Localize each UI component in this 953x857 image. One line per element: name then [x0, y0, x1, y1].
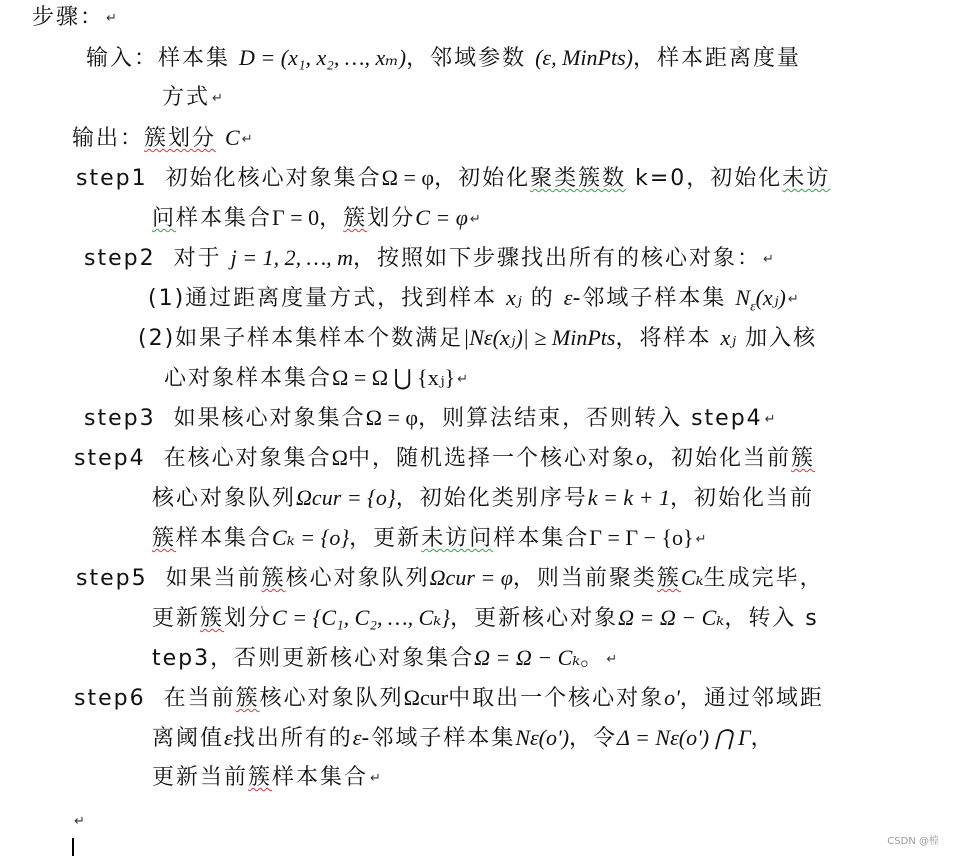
- text: 生成完毕，: [703, 566, 824, 591]
- text: -邻域子样本集: [572, 286, 727, 311]
- text: 簇: [152, 526, 177, 551]
- text: 找出所有的: [232, 726, 353, 751]
- text: 问: [152, 206, 177, 231]
- text: ，则算法结束，否则转入 step4: [418, 406, 763, 431]
- paragraph-mark: ↵: [606, 652, 618, 667]
- text: ，按照如下步骤找出所有的核心对象：: [353, 246, 762, 271]
- step2-sub-1: [148, 283, 799, 322]
- text: ，则当前聚类: [512, 566, 657, 591]
- paragraph-mark: ↵: [695, 532, 707, 547]
- text: 更新: [152, 606, 201, 631]
- math-var: o': [664, 685, 680, 710]
- paragraph-mark: ↵: [212, 91, 223, 106]
- math-var: D: [239, 45, 255, 70]
- text: ，: [750, 726, 775, 751]
- text: (1)通过距离度量方式，找到样本: [148, 286, 498, 311]
- step4-line-2: [152, 483, 814, 514]
- math-expr: Nε(o'): [515, 725, 570, 750]
- text: 心对象样本集合: [164, 366, 333, 391]
- text: 聚类簇数: [530, 166, 627, 191]
- heading-text: 步骤：: [32, 5, 105, 30]
- step3-line: [84, 403, 776, 435]
- text: 核心对象队列: [285, 566, 430, 591]
- text: ，转入 s: [724, 606, 819, 631]
- input-line-2: [162, 83, 223, 114]
- text: ，: [319, 206, 344, 231]
- math-expr: Ω = φ: [381, 165, 435, 190]
- text: ，初始化当前: [669, 486, 814, 511]
- watermark: CSDN @樘: [887, 836, 939, 847]
- paragraph-mark: ↵: [241, 132, 253, 147]
- text: tep3，否则更新核心对象集合: [152, 646, 475, 671]
- text: 更新当前: [152, 765, 249, 790]
- text: 簇: [656, 566, 681, 591]
- text: 如果当前: [165, 566, 262, 591]
- text: ，邻域参数: [406, 46, 527, 71]
- step1-line-2: [152, 203, 481, 235]
- text: 样本集合: [176, 206, 273, 231]
- math-expr: j = 1, 2, …, m: [230, 245, 354, 270]
- text: 簇: [343, 206, 368, 231]
- step5-line-3: [152, 643, 617, 675]
- input-line-1: [86, 43, 801, 74]
- math-expr: C = {C₁, C₂, …, Cₖ}: [272, 605, 451, 630]
- text: ，更新: [349, 526, 422, 551]
- text: 初始化核心对象集合: [165, 166, 382, 191]
- paragraph-mark: ↵: [469, 212, 481, 227]
- step-label: step5: [76, 566, 148, 591]
- math-expr: Ω = φ: [365, 405, 419, 430]
- text: 核心对象队列: [259, 686, 404, 711]
- output-line: [72, 123, 253, 155]
- output-label: 输出：: [72, 126, 145, 151]
- text: 核心对象队列: [152, 486, 297, 511]
- math-expr: Ω = Ω − Cₖ: [618, 605, 725, 630]
- math-expr: Ω = Ω − Cₖ: [474, 645, 581, 670]
- text: 中取出一个核心对象: [448, 686, 665, 711]
- math-var: xⱼ: [506, 285, 522, 310]
- text: 未访: [782, 166, 831, 191]
- math-expr: k = k + 1: [587, 485, 670, 510]
- text: 样本集合: [176, 526, 273, 551]
- paragraph-mark: ↵: [457, 372, 469, 387]
- text: ，样本距离度量: [632, 46, 801, 71]
- text: 未访问: [421, 526, 494, 551]
- text: ，通过邻域距: [679, 686, 824, 711]
- text: 样本集合: [493, 526, 590, 551]
- paragraph-mark: ↵: [106, 11, 117, 26]
- text: 样本集合: [272, 765, 369, 790]
- math-expr: Ωcur = φ: [429, 565, 513, 590]
- text: 簇: [791, 446, 816, 471]
- math-expr: = (x₁, x₂, …, xₘ): [254, 45, 407, 70]
- step6-line-1: [74, 683, 824, 714]
- text: 簇: [248, 765, 273, 790]
- text: 簇: [200, 606, 225, 631]
- input-label: 输入：: [86, 46, 159, 71]
- step-label: step6: [74, 686, 146, 711]
- step6-line-2: [152, 723, 775, 754]
- math-expr: Ω = Ω ⋃ {xⱼ}: [332, 365, 456, 390]
- text: 。: [580, 646, 605, 671]
- math-expr: Δ = Nε(o') ⋂ Γ: [617, 725, 751, 750]
- math-expr: (xⱼ): [755, 285, 786, 310]
- paragraph-mark: ↵: [763, 252, 774, 267]
- step1-line-1: [76, 163, 830, 194]
- step2-line-1: [84, 243, 774, 275]
- math-var: C: [225, 125, 240, 150]
- text: 加入核: [745, 326, 818, 351]
- step5-line-1: [76, 563, 824, 594]
- math-expr: Γ = 0: [272, 205, 320, 230]
- text: 在核心对象集合: [163, 446, 332, 471]
- text: 划分: [224, 606, 273, 631]
- text: 划分: [367, 206, 416, 231]
- text: -邻域子样本集: [361, 726, 516, 751]
- math-expr: |Nε(xⱼ)| ≥ MinPts: [463, 325, 616, 350]
- math-var: ε: [352, 725, 362, 750]
- paragraph-mark: ↵: [764, 412, 776, 427]
- step5-line-2: [152, 603, 819, 634]
- text: k=0，初始化: [626, 166, 783, 191]
- step-label: step2: [84, 246, 156, 271]
- step2-sub-3: [164, 363, 468, 395]
- text: ，初始化: [434, 166, 531, 191]
- text: 离阈值: [152, 726, 225, 751]
- step-label: step1: [76, 166, 148, 191]
- text: 中，随机选择一个核心对象: [347, 446, 636, 471]
- math-var: xⱼ: [720, 325, 737, 350]
- text: 样本集: [158, 46, 231, 71]
- text: ，更新核心对象: [450, 606, 619, 631]
- text: 的: [530, 286, 555, 311]
- math-expr: Ωcur: [403, 685, 449, 710]
- paragraph-mark: ↵: [787, 292, 799, 307]
- math-expr: Γ = Γ − {o}: [589, 525, 694, 550]
- text: ，初始化类别序号: [395, 486, 588, 511]
- math-var: N: [735, 285, 751, 310]
- math-expr: (ε, MinPts): [535, 45, 633, 70]
- paragraph-mark: ↵: [370, 771, 381, 786]
- text: ，初始化当前: [646, 446, 791, 471]
- text: 簇: [235, 686, 260, 711]
- text: 如果核心对象集合: [173, 406, 366, 431]
- text: ，将样本: [615, 326, 712, 351]
- step-label: step4: [74, 446, 146, 471]
- heading-steps: [32, 3, 117, 34]
- text: ，令: [569, 726, 618, 751]
- text-cursor[interactable]: [72, 838, 74, 856]
- text: 在当前: [163, 686, 236, 711]
- paragraph-mark: ↵: [74, 814, 85, 829]
- step4-line-1: [74, 443, 815, 474]
- text: 对于: [173, 246, 222, 271]
- text: 簇: [261, 566, 286, 591]
- step6-line-3: [152, 763, 381, 794]
- text: 簇划分: [144, 126, 217, 151]
- text: 方式: [162, 85, 211, 110]
- math-var: ε: [563, 285, 573, 310]
- math-var: ε: [224, 725, 233, 750]
- math-var: o: [635, 445, 647, 470]
- step-label: step3: [84, 406, 156, 431]
- math-expr: C = φ: [415, 205, 468, 230]
- math-var: Ω: [331, 445, 348, 470]
- math-var: Cₖ: [680, 565, 704, 590]
- empty-paragraph: [72, 806, 85, 837]
- math-subscript: ε: [750, 299, 756, 315]
- text: (2)如果子样本集样本个数满足: [138, 326, 464, 351]
- math-expr: Cₖ = {o}: [272, 525, 350, 550]
- step4-line-3: [152, 523, 707, 555]
- math-expr: Ωcur = {o}: [296, 485, 396, 510]
- step2-sub-2: [138, 323, 817, 354]
